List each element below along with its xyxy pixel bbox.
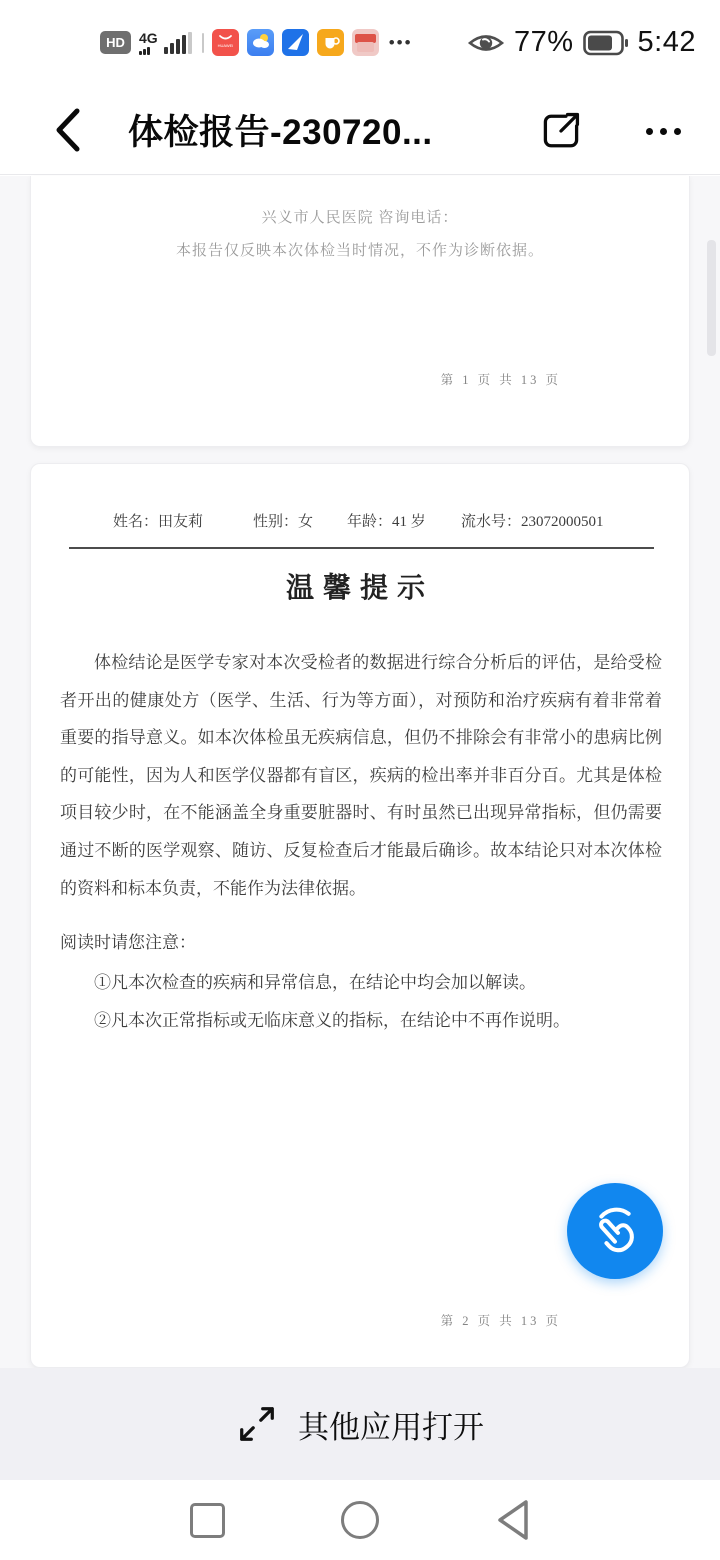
more-dot: [660, 128, 667, 135]
status-left-cluster: [100, 29, 413, 56]
home-button[interactable]: [334, 1494, 386, 1546]
more-menu-button[interactable]: [632, 117, 694, 145]
network-type-indicator: [139, 31, 158, 55]
back-button[interactable]: [44, 103, 92, 157]
app-header: [0, 85, 720, 175]
nav-back-button[interactable]: [487, 1494, 539, 1546]
expand-open-icon: [236, 1403, 278, 1445]
status-right-cluster: [467, 26, 696, 59]
more-dot: [646, 128, 653, 135]
home-circle-icon: [341, 1501, 379, 1539]
hd-call-icon: HD: [100, 31, 131, 54]
clock-label: 5:42: [637, 26, 696, 58]
reading-notices: [60, 924, 662, 1040]
cup-app-notification-icon: [317, 29, 344, 56]
open-with-bar[interactable]: [0, 1368, 720, 1480]
report-body-paragraph: 体检结论是医学专家对本次受检者的数据进行综合分析后的评估，是给受检者开出的健康处方（医学、生活、行为等方面），对预防和治疗疾病有着非常着重要的指导意义。如本次体检虽无疾病信息，但仍不排除会有非常小的患病比例的可能性，因为人和医学仪器都有盲区，疾病的检出率并非百分百。尤其是体检项目较少时，在不能涵盖全身重要脏器时、有时虽然已出现异常指标，但仍需要通过不断的医学观察、随访、反复检查后才能最后确诊。故本结论只对本次体检的资料和标本负责，不能作为法律依据。: [60, 653, 662, 898]
serial-number: 流水号：23072000501: [461, 514, 604, 530]
recents-button[interactable]: [181, 1494, 233, 1546]
recents-square-icon: [190, 1503, 225, 1538]
patient-info-row: [31, 510, 689, 534]
battery-percent-label: 77%: [514, 26, 574, 58]
system-nav-bar: [0, 1480, 720, 1560]
report-disclaimer-line: 本报告仅反映本次体检当时情况，不作为诊断依据。: [175, 243, 544, 259]
report-page-1: [30, 176, 690, 447]
app-store-wordmark: HUAWEI: [217, 43, 234, 48]
back-chevron-icon: [51, 105, 85, 155]
document-scrollbar[interactable]: [707, 240, 716, 356]
notice-item-2: ②凡本次正常指标或无临床意义的指标，在结论中不再作说明。: [94, 1011, 570, 1030]
eye-comfort-icon: [467, 29, 505, 57]
box-app-notification-icon: [352, 29, 379, 56]
page2-number: 第 2 页 共 13 页: [440, 1314, 561, 1328]
back-triangle-icon: [493, 1497, 533, 1543]
battery-icon: [583, 30, 629, 56]
gesture-fab-button[interactable]: [567, 1183, 663, 1279]
share-icon: [538, 108, 584, 154]
app-store-notification-icon: [212, 29, 239, 56]
network-4g-label: 4G: [139, 29, 158, 46]
status-bar: [0, 0, 720, 85]
page2-title: 温馨提示: [285, 573, 434, 604]
page1-number: 第 1 页 共 13 页: [440, 373, 561, 387]
hospital-contact-line: 兴义市人民医院 咨询电话：: [261, 210, 459, 226]
wing-app-notification-icon: [282, 29, 309, 56]
weather-notification-icon: [247, 29, 274, 56]
open-with-label: 其他应用打开: [298, 1409, 484, 1445]
signal-mini-bars-icon: [139, 47, 150, 55]
notice-heading: 阅读时请您注意：: [60, 933, 196, 952]
more-dot: [674, 128, 681, 135]
notice-item-1: ①凡本次检查的疾病和异常信息，在结论中均会加以解读。: [94, 973, 536, 992]
tap-gesture-hand-icon: [586, 1202, 644, 1260]
patient-name: 姓名：田友莉: [113, 514, 204, 530]
more-notifications-icon: •••: [388, 32, 413, 52]
patient-gender: 性别：女: [253, 514, 314, 530]
patient-age: 年龄：41 岁: [347, 514, 426, 530]
document-title: 体检报告-230720...: [128, 113, 433, 152]
signal-strength-icon: [164, 32, 192, 54]
share-button[interactable]: [535, 105, 587, 157]
sim2-signal-icon: [202, 33, 204, 53]
info-divider-line: [69, 547, 654, 549]
